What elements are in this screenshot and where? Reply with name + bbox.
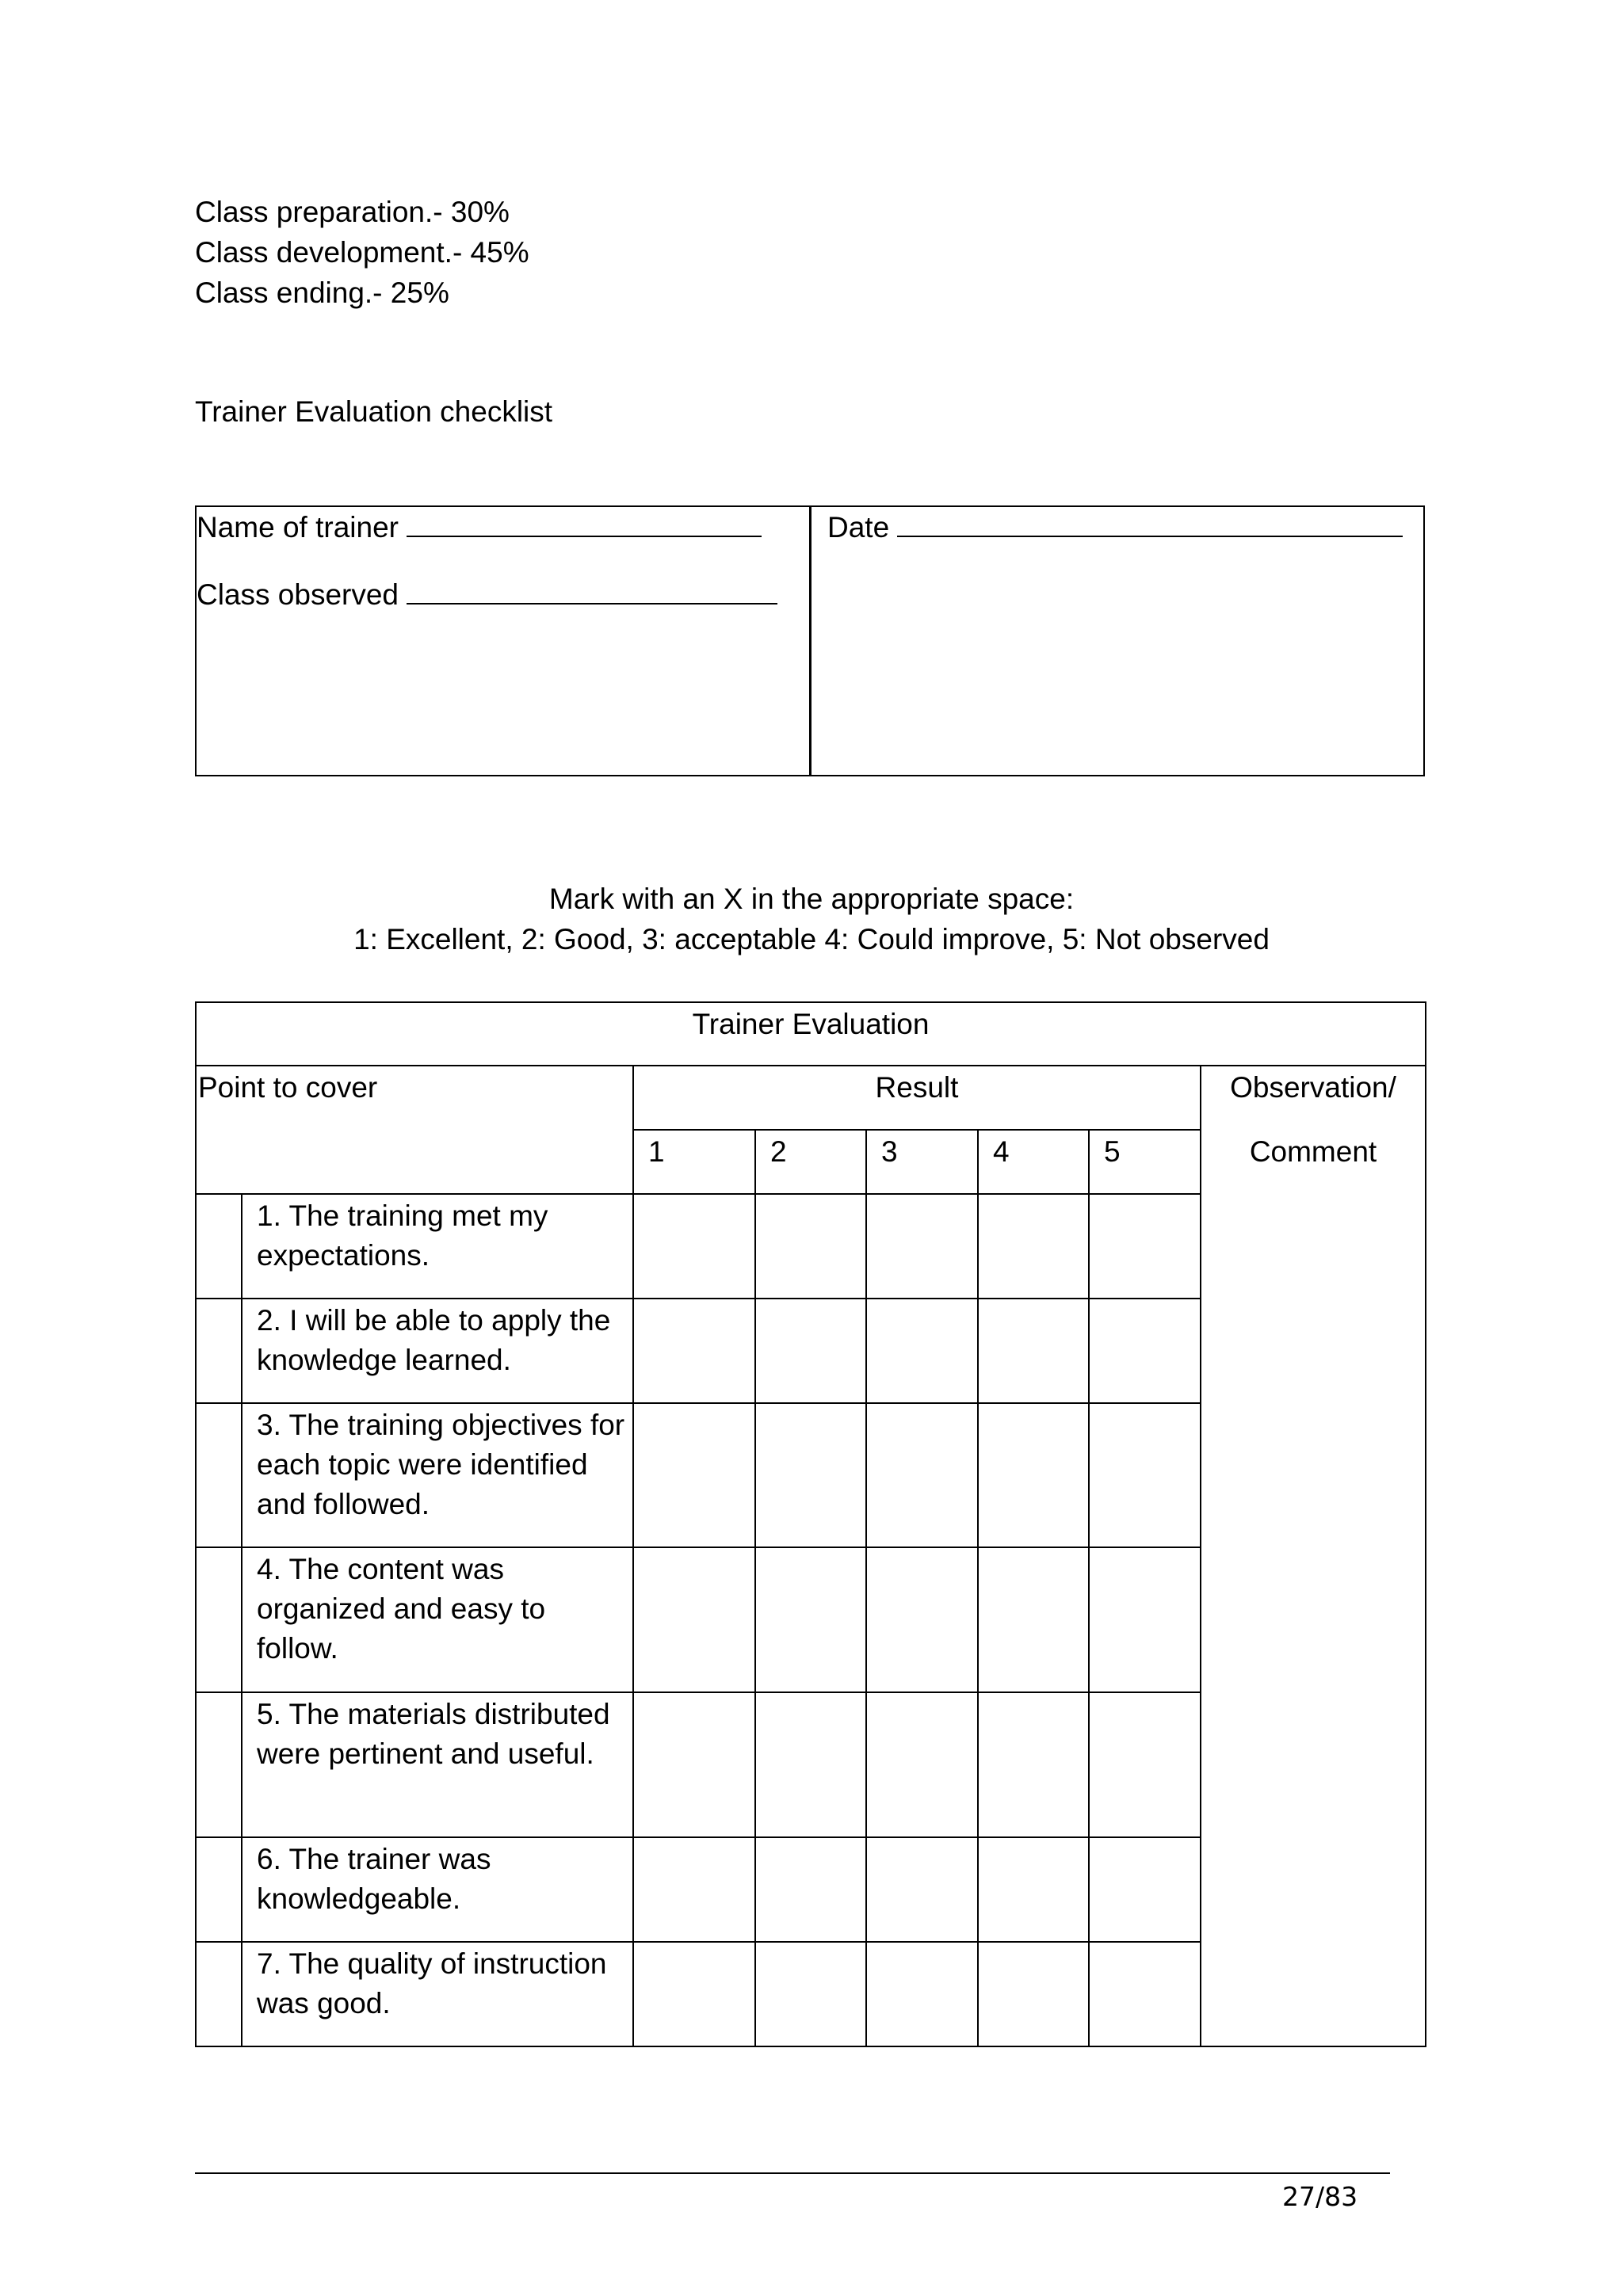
page-number: 27/83 xyxy=(1282,2181,1358,2212)
rating-cell[interactable] xyxy=(978,1942,1089,2046)
evaluation-item: 7. The quality of instruction was good. xyxy=(242,1942,633,2046)
evaluation-item: 3. The training objectives for each topic were identified and followed. xyxy=(242,1403,633,1547)
table-header-row xyxy=(196,1066,1426,1130)
name-of-trainer-field[interactable] xyxy=(197,507,762,547)
rating-cell[interactable] xyxy=(755,1692,866,1837)
scale-label: 1 xyxy=(633,1130,755,1194)
rating-cell[interactable] xyxy=(978,1837,1089,1942)
evaluation-item: 2. I will be able to apply the knowledge learned. xyxy=(242,1299,633,1403)
rating-cell[interactable] xyxy=(633,1194,755,1299)
name-of-trainer-blank[interactable] xyxy=(407,507,762,537)
rating-cell[interactable] xyxy=(1089,1403,1201,1547)
row-marker-cell xyxy=(196,1837,242,1942)
scale-label: 4 xyxy=(978,1130,1089,1194)
scale-label: 3 xyxy=(866,1130,978,1194)
rating-cell[interactable] xyxy=(978,1692,1089,1837)
scale-label: 5 xyxy=(1089,1130,1201,1194)
table-title: Trainer Evaluation xyxy=(196,1002,1426,1066)
rating-cell[interactable] xyxy=(1089,1837,1201,1942)
rating-cell[interactable] xyxy=(866,1299,978,1403)
evaluation-item: 6. The trainer was knowledgeable. xyxy=(242,1837,633,1942)
rating-cell[interactable] xyxy=(1089,1942,1201,2046)
evaluation-item: 1. The training met my expectations. xyxy=(242,1194,633,1299)
rating-cell[interactable] xyxy=(978,1403,1089,1547)
rating-cell[interactable] xyxy=(633,1942,755,2046)
rating-cell[interactable] xyxy=(633,1692,755,1837)
checklist-title: Trainer Evaluation checklist xyxy=(195,395,553,428)
rating-cell[interactable] xyxy=(978,1299,1089,1403)
table-title-row xyxy=(196,1002,1426,1066)
scale-label: 2 xyxy=(755,1130,866,1194)
rating-cell[interactable] xyxy=(755,1299,866,1403)
comment-header: Comment xyxy=(1249,1135,1377,1168)
rating-cell[interactable] xyxy=(633,1403,755,1547)
rating-cell[interactable] xyxy=(866,1837,978,1942)
observation-header: Observation/ xyxy=(1230,1071,1396,1104)
trainer-evaluation-table xyxy=(195,1001,1426,2047)
class-observed-blank[interactable] xyxy=(407,574,777,605)
result-header: Result xyxy=(633,1066,1201,1130)
observation-comment-column[interactable] xyxy=(1201,1066,1426,2046)
row-marker-cell xyxy=(196,1942,242,2046)
row-marker-cell xyxy=(196,1403,242,1547)
weight-class-preparation: Class preparation.- 30% xyxy=(195,196,510,228)
instructions-line-1: Mark with an X in the appropriate space: xyxy=(548,883,1075,915)
rating-cell[interactable] xyxy=(633,1837,755,1942)
point-to-cover-header: Point to cover xyxy=(196,1066,633,1194)
footer-rule xyxy=(195,2172,1390,2174)
rating-cell[interactable] xyxy=(866,1194,978,1299)
date-field[interactable] xyxy=(827,507,1403,547)
rating-cell[interactable] xyxy=(755,1547,866,1692)
rating-cell[interactable] xyxy=(1089,1547,1201,1692)
instructions-line-2: 1: Excellent, 2: Good, 3: acceptable 4: Could improve, 5: Not observed xyxy=(353,923,1270,955)
rating-cell[interactable] xyxy=(866,1692,978,1837)
rating-cell[interactable] xyxy=(755,1837,866,1942)
trainer-info-box xyxy=(195,505,1425,776)
rating-cell[interactable] xyxy=(978,1547,1089,1692)
rating-cell[interactable] xyxy=(633,1547,755,1692)
date-label: Date xyxy=(827,511,890,543)
weight-class-development: Class development.- 45% xyxy=(195,236,529,269)
rating-cell[interactable] xyxy=(866,1547,978,1692)
evaluation-item: 4. The content was organized and easy to follow. xyxy=(242,1547,633,1692)
rating-cell[interactable] xyxy=(978,1194,1089,1299)
rating-cell[interactable] xyxy=(633,1299,755,1403)
rating-cell[interactable] xyxy=(866,1942,978,2046)
date-blank[interactable] xyxy=(897,507,1403,537)
row-marker-cell xyxy=(196,1692,242,1837)
evaluation-item: 5. The materials distributed were pertinent and useful. xyxy=(242,1692,633,1837)
rating-cell[interactable] xyxy=(755,1942,866,2046)
info-box-divider xyxy=(809,507,812,775)
rating-cell[interactable] xyxy=(1089,1692,1201,1837)
row-marker-cell xyxy=(196,1194,242,1299)
rating-cell[interactable] xyxy=(755,1194,866,1299)
class-observed-label: Class observed xyxy=(197,578,399,611)
rating-cell[interactable] xyxy=(866,1403,978,1547)
row-marker-cell xyxy=(196,1547,242,1692)
class-observed-field[interactable] xyxy=(197,574,777,615)
rating-cell[interactable] xyxy=(1089,1299,1201,1403)
rating-cell[interactable] xyxy=(755,1403,866,1547)
weight-class-ending: Class ending.- 25% xyxy=(195,277,449,309)
row-marker-cell xyxy=(196,1299,242,1403)
name-of-trainer-label: Name of trainer xyxy=(197,511,399,543)
rating-cell[interactable] xyxy=(1089,1194,1201,1299)
